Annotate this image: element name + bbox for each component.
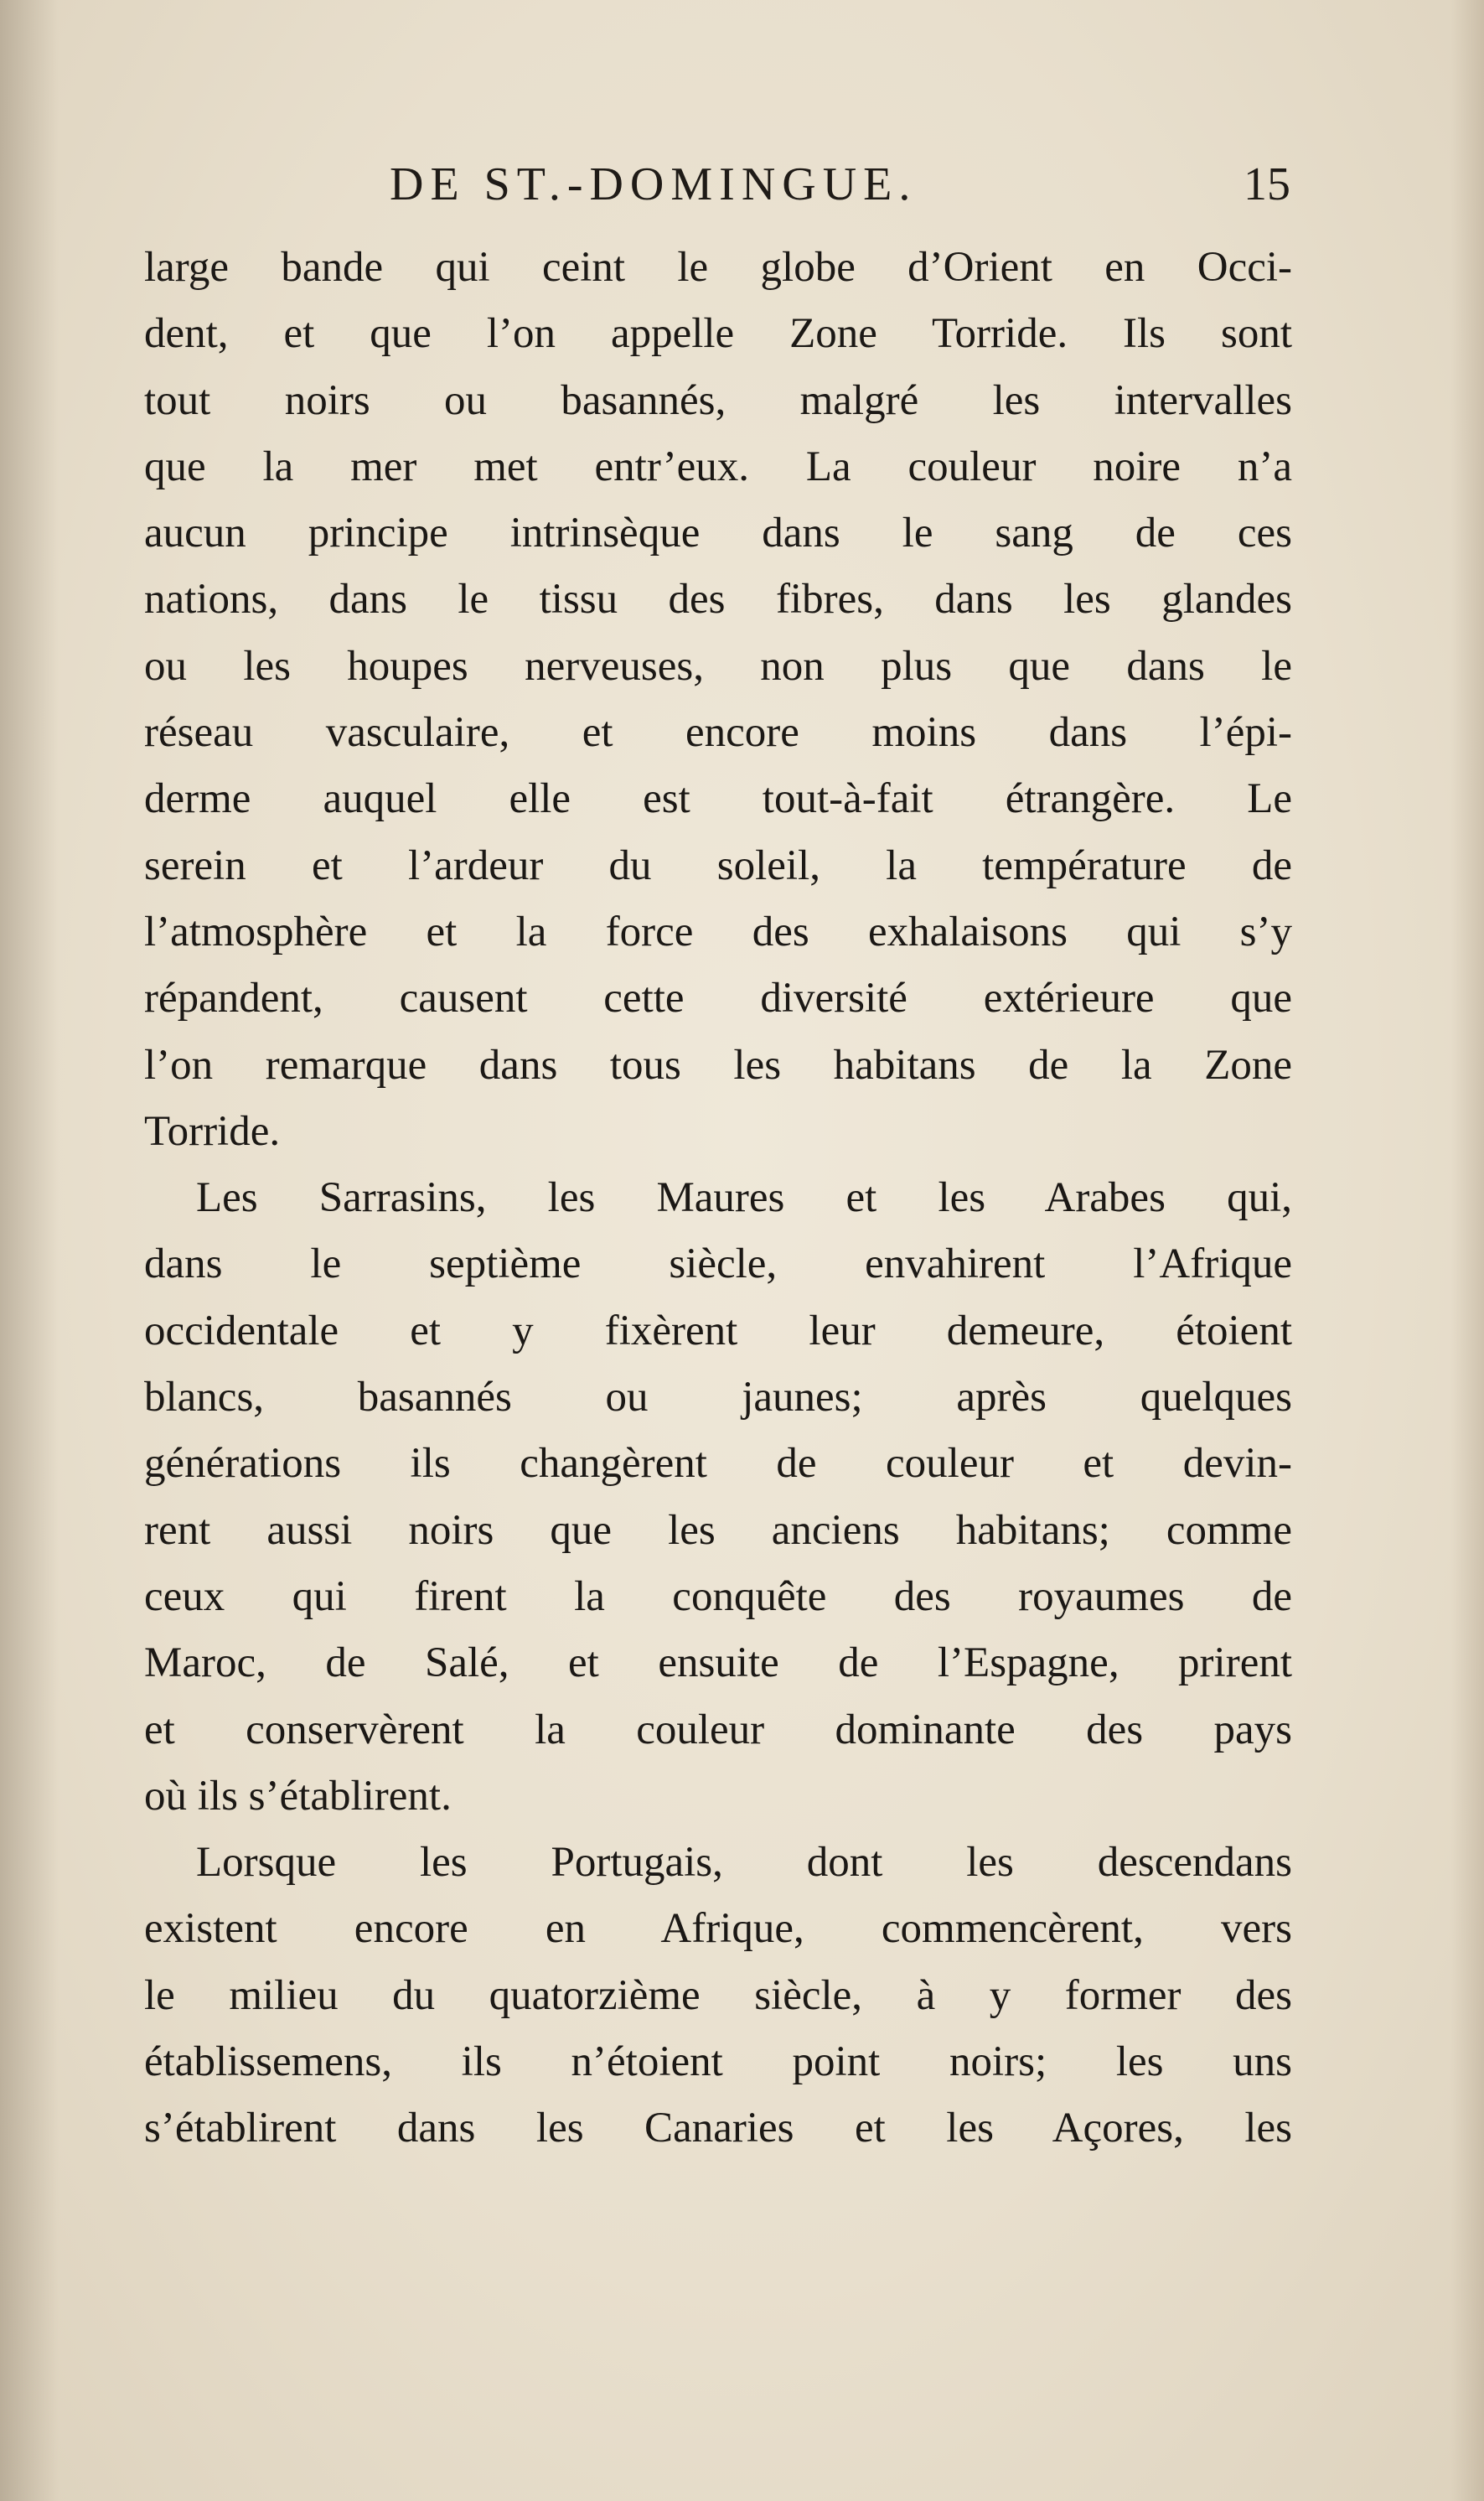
body-text (144, 235, 1292, 2162)
text-line: Les Sarrasins, les Maures et les Arabes qui, (196, 1174, 1292, 1222)
text-line: serein et l’ardeur du soleil, la température de (144, 841, 1292, 889)
text-line: aucun principe intrinsèque dans le sang de ces (144, 510, 1292, 557)
text-line: l’atmosphère et la force des exhalaisons qui s’y (144, 908, 1292, 955)
text-line: derme auquel elle est tout-à-fait étrangère. Le (144, 775, 1292, 823)
text-line: où ils s’établirent. (144, 1772, 452, 1820)
text-line: nations, dans le tissu des fibres, dans les glandes (144, 576, 1292, 624)
page-edge (1450, 0, 1484, 2501)
paragraph-1 (144, 235, 1292, 1165)
page-header (147, 158, 1290, 216)
text-line: blancs, basannés ou jaunes; après quelques (144, 1374, 1292, 1421)
text-line: établissemens, ils n’étoient point noirs; les uns (144, 2038, 1292, 2086)
paragraph-2 (144, 1165, 1292, 1830)
text-line: générations ils changèrent de couleur et devin- (144, 1440, 1292, 1488)
text-line: ceux qui firent la conquête des royaumes de (144, 1572, 1292, 1620)
text-line: dent, et que l’on appelle Zone Torride. Ils sont (144, 310, 1292, 358)
text-line: réseau vasculaire, et encore moins dans l’épi- (144, 709, 1292, 757)
text-line: l’on remarque dans tous les habitans de la Zone (144, 1041, 1292, 1089)
text-line: existent encore en Afrique, commencèrent, vers (144, 1905, 1292, 1953)
text-line: dans le septième siècle, envahirent l’Afrique (144, 1240, 1292, 1288)
text-line: Torride. (144, 1107, 281, 1155)
text-line: rent aussi noirs que les anciens habitans; comme (144, 1506, 1292, 1554)
text-line: que la mer met entr’eux. La couleur noire n’a (144, 443, 1292, 490)
text-line: répandent, causent cette diversité extérieure que (144, 975, 1292, 1023)
text-line: et conservèrent la couleur dominante des pays (144, 1706, 1292, 1753)
text-line: occidentale et y fixèrent leur demeure, étoient (144, 1307, 1292, 1354)
text-line: s’établirent dans les Canaries et les Açores, les (144, 2105, 1292, 2152)
text-line: Lorsque les Portugais, dont les descendans (196, 1839, 1292, 1887)
text-line: le milieu du quatorzième siècle, à y former des (144, 1971, 1292, 2019)
text-line: tout noirs ou basannés, malgré les intervalles (144, 376, 1292, 424)
gutter-shadow (0, 0, 59, 2501)
paragraph-3 (144, 1830, 1292, 2162)
text-line: ou les houpes nerveuses, non plus que dans le (144, 642, 1292, 690)
text-line: large bande qui ceint le globe d’Orient en Occi- (144, 244, 1292, 291)
page-number: 15 (1244, 158, 1290, 210)
text-line: Maroc, de Salé, et ensuite de l’Espagne, prirent (144, 1639, 1292, 1687)
running-head: DE ST.-DOMINGUE. (390, 158, 918, 210)
